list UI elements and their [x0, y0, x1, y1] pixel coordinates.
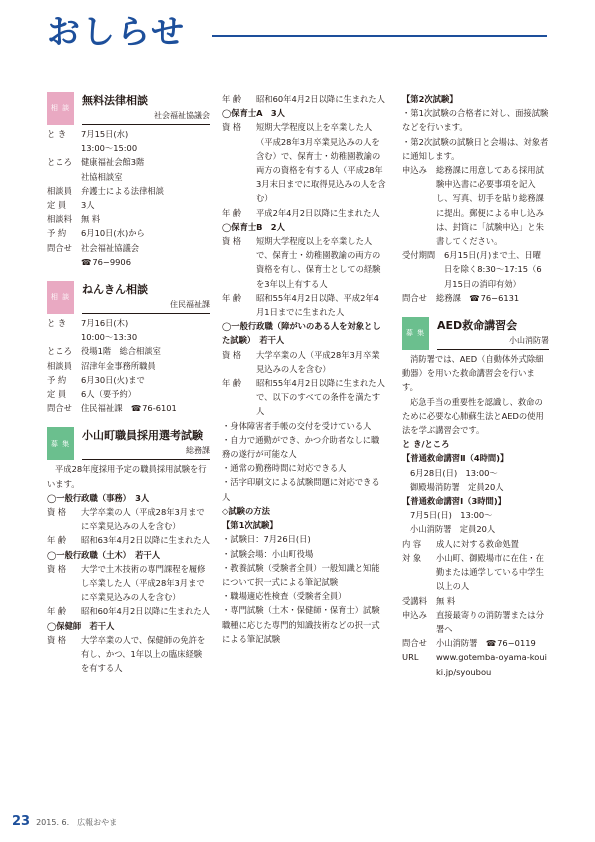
recruit-contact: 総務課 [436, 292, 461, 303]
go-qual: 大学卒業の人（平成28年3月までに卒業見込みの人を含む） [81, 507, 205, 532]
legal-rows-row [47, 241, 210, 255]
aed-c1-date: 7月5日(日) 13:00～ [410, 510, 493, 521]
aed-tel: ☎ 76−0119 [486, 638, 536, 648]
pension-contact-key: 問合せ [47, 403, 72, 414]
period: 6月15日(月)まで土、日曜日を除く8:30～17:15（6月15日の消印有効） [444, 250, 542, 289]
di-age-key: 年 齢 [222, 378, 242, 389]
column-3 [402, 92, 549, 679]
recruit-org: 総務課 [82, 445, 210, 460]
aed-contact: 小山消防署 [436, 638, 478, 649]
legal-rows-row [47, 226, 210, 240]
aed-c2-date: 6月28日(日) 13:00～ [410, 467, 498, 478]
cv-age: 昭和60年4月2日以降に生まれた人 [81, 606, 210, 617]
legal-rows-row [47, 155, 210, 169]
aed-p1: 消防署では、AED（自動体外式除細動器）を用いた救命講習会を行います。 [402, 354, 544, 393]
cv-age-key: 年 齢 [47, 606, 67, 617]
di-qual: 大学卒業の人（平成28年3月卒業見込みの人を含む） [256, 349, 380, 374]
row-key: 申込み [402, 609, 427, 620]
aed-when-heading: と き/ところ [402, 439, 450, 450]
row-key: 対 象 [402, 552, 422, 563]
go-age: 昭和63年4月2日以降に生まれた人 [81, 535, 210, 546]
row-key: 問合せ [47, 242, 72, 253]
legal-rows-row [47, 127, 210, 141]
row-key: 相談員 [47, 360, 72, 371]
row-value: 成人に対する救命処置 [436, 538, 519, 549]
list-item: ・自力で通勤ができ、かつ介助者なしに職務の遂行が可能な人 [222, 434, 380, 460]
row-key: 予 約 [47, 228, 67, 239]
list-item: ・活字印刷文による試験問題に対応できる人 [222, 477, 380, 502]
cv-qual: 大学で土木技術の専門課程を履修し卒業した人（平成28年3月までに卒業見込みの人を含む） [81, 563, 206, 603]
legal-rows-row [47, 141, 210, 155]
row-key: 受講料 [402, 595, 427, 606]
na-qual: 短期大学程度以上を卒業した人（平成28年3月卒業見込みの人を含む）で、保育士・幼稚園教諭の両方の資格を有する人（平成28年3月末日までに取得見込みの人を含む） [256, 122, 386, 204]
row-key: ところ [47, 157, 72, 168]
go-age-key: 年 齢 [47, 535, 67, 546]
nb-qual: 短期大学程度以上を卒業した人で、保育士・幼稚園教諭の両方の資格を有し、保育士としての経験を3年以上有する人 [256, 236, 381, 289]
nu-qual-key: 資 格 [47, 634, 67, 645]
pension-header [47, 281, 210, 314]
nb-qual-key: 資 格 [222, 236, 242, 247]
conditions-list [222, 419, 387, 504]
row-value: 7月16日(木) [81, 318, 129, 329]
method-heading: ◇試験の方法 [222, 505, 270, 516]
general-office-heading: ◯一般行政職（事務） 3人 [47, 492, 150, 503]
row-value: 弁護士による法律相談 [81, 185, 164, 196]
list-item: ・第2次試験の試験日と会場は、対象者に通知します。 [402, 136, 549, 161]
list-item: ・教養試験（受験者全員）一般知識と知能について択一式による筆記試験 [222, 562, 380, 587]
aed-rows-row [402, 594, 549, 608]
issue-info: 2015. 6. 広報おやま [36, 818, 118, 827]
aed-c1-heading: 【普通救命講習Ⅰ（3時間)】 [402, 496, 506, 507]
pension-org: 住民福祉課 [82, 299, 210, 314]
row-value: 6人（要予約） [81, 389, 137, 400]
legal-rows-row [47, 170, 210, 184]
legal-header [47, 92, 210, 125]
row-value: 6月10日(水)から [81, 228, 145, 239]
list-item: ・職場適応性検査（受験者全員） [222, 591, 347, 602]
title-rule [212, 35, 547, 37]
row-value: 無 料 [436, 595, 456, 606]
row-value: 3人 [81, 200, 95, 211]
list-item: ・試験会場：小山町役場 [222, 548, 314, 559]
page-number: 23 [12, 814, 31, 829]
row-value: 直接最寄りの消防署または分署へ [436, 609, 544, 634]
legal-tag: 相 談 [47, 92, 74, 125]
pension-rows-row [47, 344, 210, 358]
list-item: ・第1次試験の合格者に対し、面接試験などを行います。 [402, 108, 549, 133]
nu-age: 昭和60年4月2日以降に生まれた人 [256, 94, 385, 104]
second-exam-list [402, 106, 549, 163]
legal-rows-row [47, 184, 210, 198]
row-value: 沼津年金事務所職員 [81, 360, 156, 371]
row-value: 無 料 [81, 214, 101, 225]
row-value: 健康福祉会館3階 [81, 157, 145, 168]
row-value: 7月15日(水) [81, 129, 129, 139]
list-item: ・専門試験（土木・保健師・保育士）試験職種に応じた専門的知識技術などの択一式による筆記試験 [222, 605, 380, 644]
list-item: ・身体障害者手帳の交付を受けている人 [222, 420, 372, 431]
aed-c2-heading: 【普通救命講習Ⅱ（4時間)】 [402, 453, 509, 464]
list-item: ・試験日：7月26日(日) [222, 534, 311, 545]
nu-age-key: 年 齢 [222, 94, 242, 104]
column-2 [222, 92, 387, 646]
legal-org: 社会福祉協議会 [82, 110, 210, 125]
nb-age: 昭和55年4月2日以降、平成2年4月1日までに生まれた人 [256, 292, 379, 318]
footer [12, 814, 117, 829]
recruit-header [47, 427, 210, 460]
list-item: ・通常の勤務時間に対応できる人 [222, 463, 347, 474]
pension-title: ねんきん相談 [82, 283, 148, 297]
aed-rows [402, 537, 549, 636]
aed-rows-row [402, 537, 549, 551]
row-value: 13:00～15:00 [81, 143, 138, 154]
legal-title: 無料法律相談 [82, 94, 148, 107]
aed-tag: 募 集 [402, 317, 429, 350]
recruit-intro: 平成28年度採用予定の職員採用試験を行います。 [47, 464, 207, 489]
row-value: 10:00～13:30 [81, 332, 138, 343]
legal-rows [47, 127, 210, 255]
row-key: 内 容 [402, 538, 422, 549]
legal-rows-row [47, 198, 210, 212]
page-title: おしらせ [47, 12, 187, 51]
recruit-tel: ☎ 76−6131 [469, 293, 519, 303]
recruit-tag: 募 集 [47, 427, 74, 460]
row-key: 相談員 [47, 185, 72, 196]
pension-rows-row [47, 330, 210, 344]
na-age-key: 年 齢 [222, 207, 242, 218]
row-value: 小山町、御殿場市に在住・在勤または通学している中学生以上の人 [436, 552, 544, 592]
aed-title: AED救命講習会 [437, 319, 518, 333]
legal-tel: ☎ 76−9906 [81, 255, 210, 269]
di-qual-key: 資 格 [222, 349, 242, 360]
aed-c1-place: 小山消防署 定員20人 [410, 524, 496, 535]
row-key: 定 員 [47, 200, 67, 211]
pension-tag: 相 談 [47, 281, 74, 314]
aed-url[interactable]: www.gotemba-oyama-kouiki.jp/syoubou [436, 652, 547, 677]
row-key: と き [47, 129, 67, 139]
first-exam-heading: 【第1次試験】 [222, 520, 278, 531]
row-key: と き [47, 318, 67, 329]
aed-rows-row [402, 551, 549, 594]
row-key: 定 員 [47, 389, 67, 400]
pension-rows-row [47, 316, 210, 330]
second-exam-heading: 【第2次試験】 [402, 94, 458, 104]
nurseryB-heading: ◯保育士B 2人 [222, 221, 285, 232]
pension-rows [47, 316, 210, 401]
disab-heading: ◯一般行政職（障がいのある人を対象とした試験） 若干人 [222, 321, 381, 346]
cv-qual-key: 資 格 [47, 563, 67, 574]
pension-rows-row [47, 359, 210, 373]
row-value: 社会福祉協議会 [81, 242, 140, 253]
civil-heading: ◯一般行政職（土木） 若干人 [47, 549, 160, 560]
nu-qual: 大学卒業の人で、保健師の免許を有し、かつ、1年以上の臨床経験を有する人 [81, 634, 206, 674]
recruit-contact-key: 問合せ [402, 292, 427, 303]
period-key: 受付期間 [402, 250, 436, 261]
row-key: ところ [47, 346, 72, 357]
aed-header [402, 317, 549, 350]
row-key: 予 約 [47, 374, 67, 385]
aed-url-key: URL [402, 652, 419, 663]
apply: 総務課に用意してある採用試験申込書に必要事項を記入し、写真、切手を貼り総務課に提出。郵便による申し込みは、封筒に「試験申込」と朱書してください。 [436, 165, 544, 247]
pension-contact: 住民福祉課 [81, 403, 123, 414]
aed-contact-key: 問合せ [402, 638, 427, 649]
pension-rows-row [47, 387, 210, 401]
pension-rows-row [47, 373, 210, 387]
di-age: 昭和55年4月2日以降に生まれた人で、以下のすべての条件を満たす人 [256, 378, 385, 417]
aed-rows-row [402, 608, 549, 636]
row-value: 役場1階 総合相談室 [81, 346, 161, 357]
row-key [47, 170, 81, 184]
aed-p2: 応急手当の重要性を認識し、救命のために必要な心肺蘇生法とAEDの使用法を学ぶ講習会です。 [402, 396, 544, 436]
go-qual-key: 資 格 [47, 507, 67, 518]
aed-c2-place: 御殿場消防署 定員20人 [410, 481, 504, 492]
legal-rows-row [47, 212, 210, 226]
recruit-title: 小山町職員採用選考試験 [82, 429, 203, 443]
nurseryA-heading: ◯保育士A 3人 [222, 108, 285, 119]
first-exam-list [222, 532, 387, 646]
pension-tel: ☎ 76-6101 [131, 403, 177, 413]
nb-age-key: 年 齢 [222, 292, 242, 303]
na-qual-key: 資 格 [222, 122, 242, 133]
na-age: 平成2年4月2日以降に生まれた人 [256, 207, 380, 218]
column-1 [47, 92, 210, 676]
apply-key: 申込み [402, 165, 427, 176]
nurse-heading: ◯保健師 若干人 [47, 620, 115, 631]
row-value: 6月30日(火)まで [81, 374, 145, 385]
row-key: 相談料 [47, 214, 72, 225]
row-key [47, 330, 81, 344]
row-key [47, 141, 81, 155]
row-value: 社協相談室 [81, 171, 123, 182]
aed-org: 小山消防署 [437, 335, 549, 350]
